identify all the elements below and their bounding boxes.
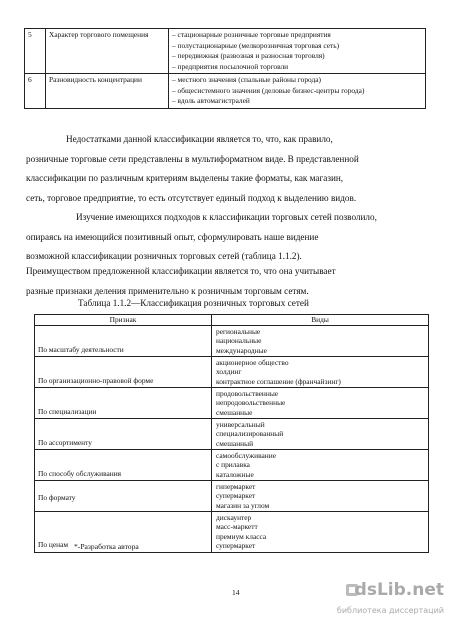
value-item: супермаркет [216, 491, 256, 501]
table-row [25, 29, 426, 74]
row-feature: По формату [38, 493, 76, 502]
row-values [169, 29, 426, 74]
row-values [212, 357, 429, 388]
value-item: смешанные [216, 407, 253, 417]
row-feature: По организационно-правовой форме [38, 376, 154, 385]
value-item: каталожные [216, 469, 254, 479]
watermark[interactable] [336, 580, 446, 624]
value-item: – общесистемного значения (деловые бизнес-центры города) [172, 85, 365, 95]
text-line: классификации по различным критериям выделены такие форматы, как магазин, [26, 173, 344, 184]
value-item: магазин за углом [216, 500, 270, 510]
value-item: супермаркет [216, 540, 256, 550]
table-row [35, 388, 429, 419]
table-row [35, 450, 429, 481]
row-feature: По ассортименту [38, 438, 92, 447]
row-feature: По ценам [38, 540, 69, 549]
value-item: гипермаркет [216, 482, 256, 491]
paragraph-2 [26, 208, 430, 267]
table-row [25, 74, 426, 109]
value-item: региональные [216, 327, 261, 336]
value-item: национальные [216, 336, 262, 346]
table-caption: Таблица 1.1.2—Классификация розничных торговых сетей [78, 298, 309, 308]
row-feature-cell [35, 388, 212, 419]
value-item: непродовольственные [216, 398, 286, 408]
row-values [212, 326, 429, 357]
value-item: – вдоль автомагистралей [172, 96, 250, 105]
text-line: розничные торговые сети представлены в мультиформатном виде. В представленной [26, 153, 359, 164]
value-item: – передвижная (развозная и разносная торговля) [172, 51, 325, 60]
paragraph-1 [26, 130, 430, 208]
value-item: универсальный [216, 420, 265, 429]
value-item: – предприятия посылочной торговли [172, 61, 289, 71]
value-item: самообслуживание [216, 451, 276, 460]
table-header-row [35, 315, 429, 326]
value-item: премиум класса [216, 531, 267, 541]
text-line: разные признаки деления применительно к розничным торговым сетям. [26, 285, 309, 296]
value-item: специализированный [216, 429, 284, 439]
row-feature-cell [35, 450, 212, 481]
value-item: – стационарные розничные торговые предприятия [172, 30, 331, 39]
row-feature-cell [35, 419, 212, 450]
row-feature-cell [35, 481, 212, 512]
value-item: продовольственные [216, 389, 279, 398]
row-feature: По масштабу деятельности [38, 345, 124, 354]
value-item: смешанный [216, 438, 254, 448]
header-feature: Признак [35, 315, 212, 326]
text-line: Преимуществом предложенной классификации является то, что она учитывает [26, 266, 336, 276]
row-number: 5 [25, 29, 46, 74]
text-line: сеть, торговое предприятие, то есть отсутствует единый подход к выделению видов. [26, 192, 357, 203]
value-item: с прилавка [216, 460, 250, 470]
row-values [169, 74, 426, 109]
text-line: опираясь на имеющийся позитивный опыт, сформулировать наше видение [26, 231, 319, 242]
value-item: масс-маркетт [216, 522, 258, 532]
row-values [212, 450, 429, 481]
row-values [212, 419, 429, 450]
table-row [35, 481, 429, 512]
retail-chains-classification-table [34, 314, 429, 553]
watermark-subtitle: библиотека диссертаций [336, 606, 444, 615]
paragraph-3 [26, 262, 430, 301]
text-line: возможной классификации розничных торговых сетей (таблица 1.1.2). [26, 251, 302, 262]
row-feature: Разновидность концентрации [46, 74, 169, 109]
table-row [35, 326, 429, 357]
watermark-logo-text: dsLib.net [354, 580, 444, 600]
row-values [212, 388, 429, 419]
value-item: – местного значения (спальные районы города) [172, 75, 322, 84]
text-line: Изучение имеющихся подходов к классификации торговых сетей позволило, [76, 212, 377, 222]
table-row [35, 357, 429, 388]
row-feature: По специализации [38, 407, 97, 416]
row-values [212, 481, 429, 512]
text-line: Недостатками данной классификации является то, что, как правило, [66, 134, 333, 144]
header-types: Виды [212, 315, 429, 326]
value-item: международные [216, 345, 267, 355]
row-number: 6 [25, 74, 46, 109]
value-item: холдинг [216, 367, 242, 377]
row-feature: Характер торгового помещения [46, 29, 169, 74]
page-number: 14 [232, 588, 240, 597]
row-values [212, 512, 429, 553]
value-item: дискаунтер [216, 513, 252, 522]
row-feature: По способу обслуживания [38, 469, 122, 478]
value-item: контрактное соглашение (франчайзинг) [216, 376, 341, 386]
table-row [35, 419, 429, 450]
author-note: *-Разработка автора [74, 542, 139, 551]
top-classification-table [24, 28, 426, 109]
value-item: – полустационарные (мелкорозничная торговая сеть) [172, 40, 340, 50]
value-item: акционерное общество [216, 358, 289, 367]
row-feature-cell [35, 357, 212, 388]
row-feature-cell [35, 326, 212, 357]
